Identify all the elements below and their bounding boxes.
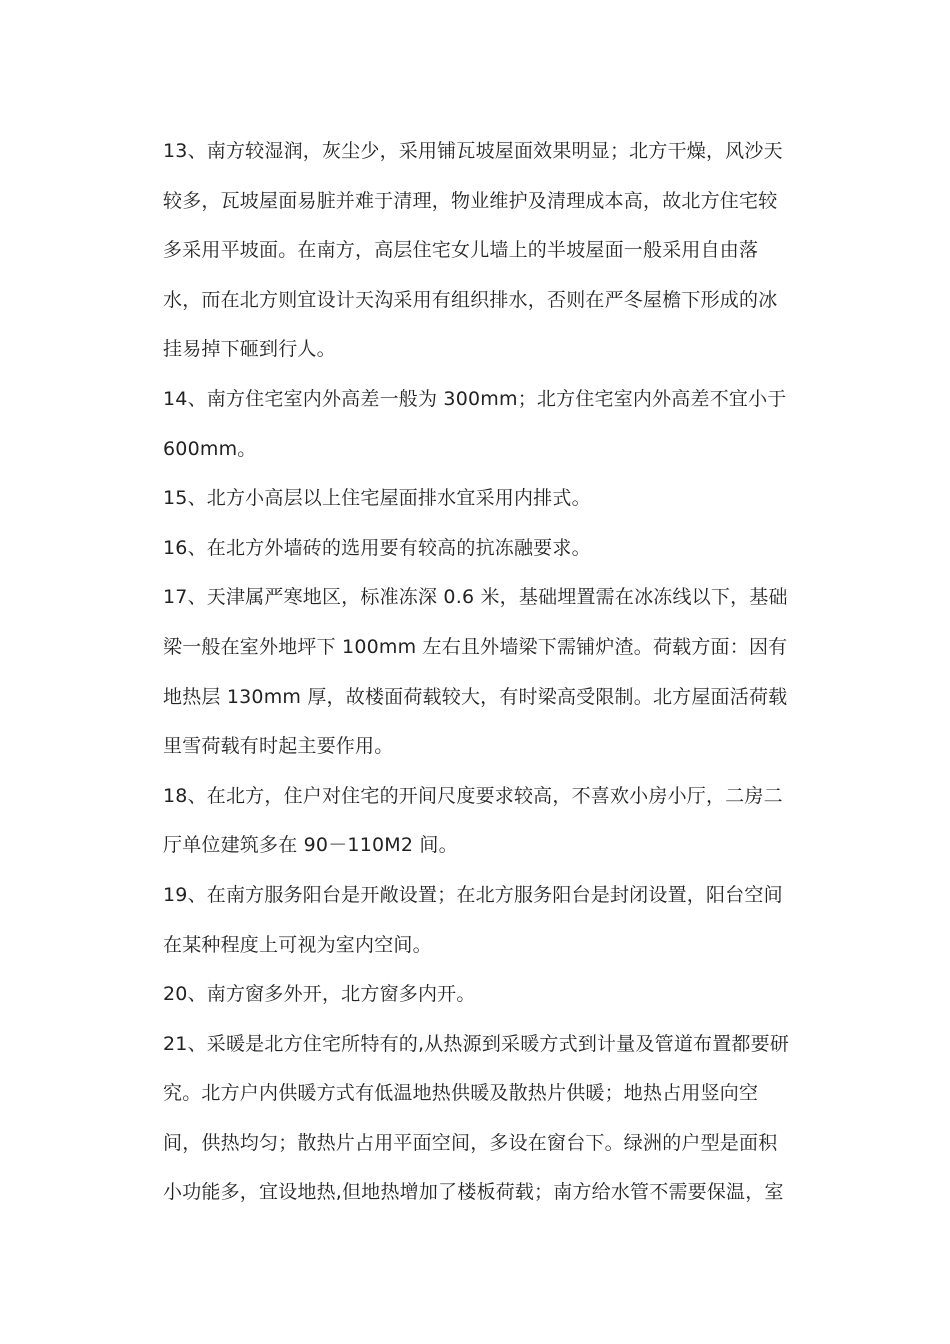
text-line: 21、采暖是北方住宅所特有的,从热源到采暖方式到计量及管道布置都要研 [163, 1032, 790, 1055]
text-line: 14、南方住宅室内外高差一般为 300mm；北方住宅室内外高差不宜小于 [163, 387, 787, 410]
text-line: 15、北方小高层以上住宅屋面排水宜采用内排式。 [163, 487, 591, 510]
text-line: 13、南方较湿润，灰尘少，采用铺瓦坡屋面效果明显；北方干燥，风沙天 [163, 140, 783, 162]
text-line: 19、在南方服务阳台是开敞设置；在北方服务阳台是封闭设置，阳台空间 [163, 883, 783, 906]
text-line: 究。北方户内供暖方式有低温地热供暖及散热片供暖；地热占用竖向空 [163, 1082, 759, 1105]
text-line: 多采用平坡面。在南方，高层住宅女儿墙上的半坡屋面一般采用自由落 [163, 239, 759, 262]
text-line: 600mm。 [163, 437, 257, 460]
text-line: 里雪荷载有时起主要作用。 [163, 735, 394, 758]
text-line: 厅单位建筑多在 90－110M2 间。 [163, 834, 458, 857]
text-line: 18、在北方，住户对住宅的开间尺度要求较高，不喜欢小房小厅，二房二 [163, 784, 783, 807]
text-line: 在某种程度上可视为室内空间。 [163, 933, 432, 956]
text-line: 小功能多，宜设地热,但地热增加了楼板荷载；南方给水管不需要保温，室 [163, 1181, 784, 1204]
text-line: 20、南方窗多外开，北方窗多内开。 [163, 983, 476, 1006]
text-line: 挂易掉下砸到行人。 [163, 338, 336, 361]
text-line: 地热层 130mm 厚，故楼面荷载较大，有时梁高受限制。北方屋面活荷载 [163, 685, 788, 708]
text-line: 梁一般在室外地坪下 100mm 左右且外墙梁下需铺炉渣。荷载方面：因有 [163, 635, 788, 658]
body-text [163, 127, 790, 1218]
text-line: 较多，瓦坡屋面易脏并难于清理，物业维护及清理成本高，故北方住宅较 [163, 189, 778, 212]
text-line: 水，而在北方则宜设计天沟采用有组织排水，否则在严冬屋檐下形成的冰 [163, 288, 778, 311]
text-line: 间，供热均匀；散热片占用平面空间，多设在窗台下。绿洲的户型是面积 [163, 1131, 778, 1154]
text-line: 17、天津属严寒地区，标准冻深 0.6 米，基础埋置需在冰冻线以下，基础 [163, 586, 788, 609]
text-line: 16、在北方外墙砖的选用要有较高的抗冻融要求。 [163, 536, 591, 559]
